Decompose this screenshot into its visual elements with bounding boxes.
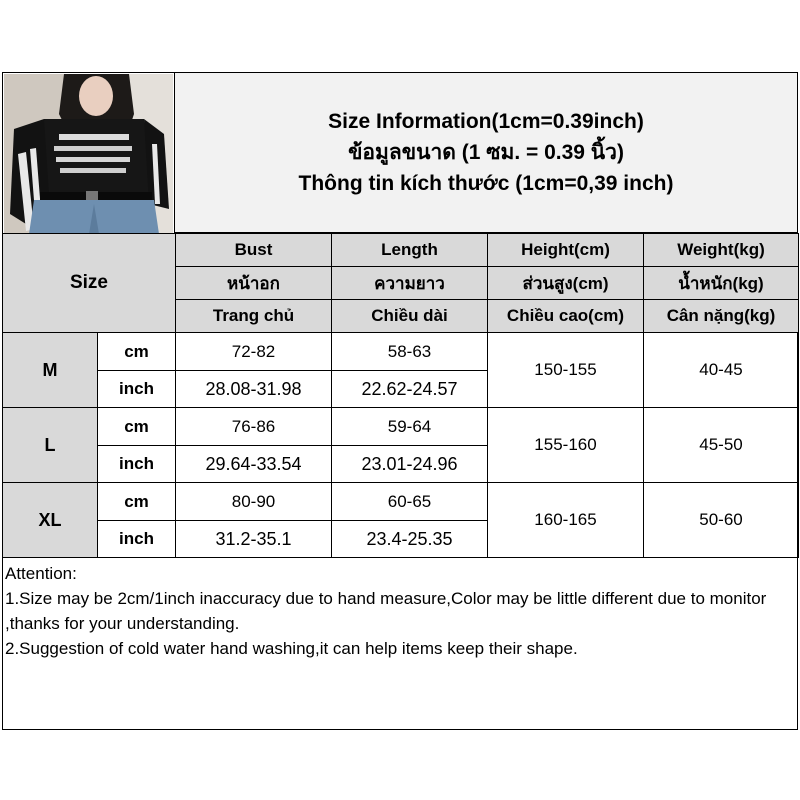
col-bust-vi: Trang chủ (176, 300, 332, 333)
size-table (2, 233, 799, 558)
col-weight-vi: Cân nặng(kg) (644, 300, 799, 333)
height-value: 150-155 (488, 333, 644, 408)
col-weight-th: น้ำหนัก(kg) (644, 267, 799, 300)
table-row (3, 483, 799, 521)
size-label: M (3, 333, 98, 408)
weight-value: 45-50 (644, 408, 799, 483)
header-row (3, 234, 799, 267)
weight-value: 50-60 (644, 483, 799, 558)
unit-label: inch (98, 446, 176, 483)
model-photo (4, 74, 173, 234)
unit-label: cm (98, 408, 176, 446)
unit-label: cm (98, 483, 176, 521)
col-weight-en: Weight(kg) (644, 234, 799, 267)
col-length-vi: Chiều dài (332, 300, 488, 333)
bust-value: 29.64-33.54 (176, 446, 332, 483)
title-thai: ข้อมูลขนาด (1 ซม. = 0.39 นิ้ว) (348, 141, 624, 164)
attention-heading: Attention: (5, 564, 77, 583)
attention-notes (5, 561, 795, 661)
col-length-th: ความยาว (332, 267, 488, 300)
col-bust-th: หน้าอก (176, 267, 332, 300)
col-height-th: ส่วนสูง(cm) (488, 267, 644, 300)
bust-value: 31.2-35.1 (176, 521, 332, 558)
table-row (3, 408, 799, 446)
height-value: 155-160 (488, 408, 644, 483)
length-value: 58-63 (332, 333, 488, 371)
height-value: 160-165 (488, 483, 644, 558)
attention-note-2: 2.Suggestion of cold water hand washing,it can help items keep their shape. (5, 639, 578, 658)
title-panel (174, 73, 797, 233)
col-height-en: Height(cm) (488, 234, 644, 267)
weight-value: 40-45 (644, 333, 799, 408)
unit-label: cm (98, 333, 176, 371)
length-value: 59-64 (332, 408, 488, 446)
size-header: Size (3, 234, 176, 333)
length-value: 23.4-25.35 (332, 521, 488, 558)
unit-label: inch (98, 521, 176, 558)
size-label: L (3, 408, 98, 483)
size-label: XL (3, 483, 98, 558)
table-row (3, 333, 799, 371)
bust-value: 72-82 (176, 333, 332, 371)
col-height-vi: Chiều cao(cm) (488, 300, 644, 333)
bust-value: 28.08-31.98 (176, 371, 332, 408)
length-value: 23.01-24.96 (332, 446, 488, 483)
col-bust-en: Bust (176, 234, 332, 267)
title-vietnamese: Thông tin kích thước (1cm=0,39 inch) (298, 172, 674, 195)
attention-note-1: 1.Size may be 2cm/1inch inaccuracy due to hand measure,Color may be little different due to monitor ,thanks for your understanding. (5, 589, 767, 633)
bust-value: 80-90 (176, 483, 332, 521)
length-value: 22.62-24.57 (332, 371, 488, 408)
col-length-en: Length (332, 234, 488, 267)
length-value: 60-65 (332, 483, 488, 521)
title-english: Size Information(1cm=0.39inch) (328, 110, 644, 133)
bust-value: 76-86 (176, 408, 332, 446)
unit-label: inch (98, 371, 176, 408)
